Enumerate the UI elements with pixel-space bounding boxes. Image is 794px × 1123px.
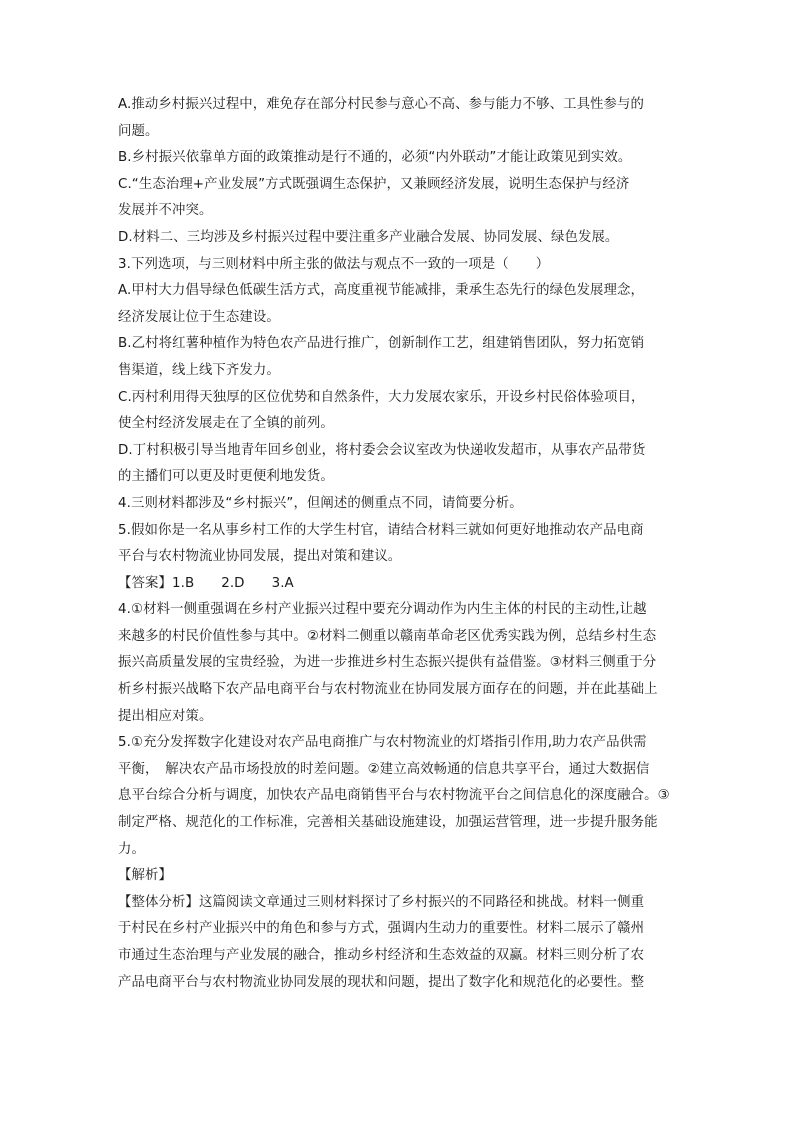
text-line: 售渠道，线上线下齐发力。 bbox=[118, 362, 280, 378]
text-line: C.丙村利用得天独厚的区位优势和自然条件，大力发展农家乐，开设乡村民俗体验项目， bbox=[118, 389, 645, 405]
text-line: 制定严格、规范化的工作标准，完善相关基础设施建设，加强运营管理，进一步提升服务能 bbox=[118, 815, 658, 831]
text-line: 力。 bbox=[118, 841, 145, 857]
text-line: 于村民在乡村产业振兴中的角色和参与方式，强调内生动力的重要性。材料二展示了赣州 bbox=[118, 921, 645, 937]
text-line: C.“生态治理+产业发展”方式既强调生态保护，又兼顾经济发展，说明生态保护与经济 bbox=[118, 176, 630, 192]
text-line: 平台与农村物流业协同发展，提出对策和建议。 bbox=[118, 549, 402, 565]
text-line: 析乡村振兴战略下农产品电商平台与农村物流业在协同发展方面存在的问题，并在此基础上 bbox=[118, 682, 658, 698]
text-line: A.甲村大力倡导绿色低碳生活方式，高度重视节能减排，秉承生态先行的绿色发展理念， bbox=[118, 283, 645, 299]
text-line: 4.①材料一侧重强调在乡村产业振兴过程中要充分调动作为内生主体的村民的主动性,让越 bbox=[118, 602, 647, 618]
text-line: 【整体分析】这篇阅读文章通过三则材料探讨了乡村振兴的不同路径和挑战。材料一侧重 bbox=[118, 894, 645, 910]
text-line: A.推动乡村振兴过程中，难免存在部分村民参与意心不高、参与能力不够、工具性参与的 bbox=[118, 97, 645, 112]
text-line: 来越多的村民价值性参与其中。②材料二侧重以赣南革命老区优秀实践为例，总结乡村生态 bbox=[118, 628, 657, 644]
answer-heading: 【答案】1.B 2.D 3.A bbox=[118, 575, 294, 591]
text-line: 问题。 bbox=[118, 123, 159, 139]
text-line: 平衡， 解决农产品市场投放的时差问题。②建立高效畅通的信息共享平台，通过大数据信 bbox=[118, 761, 650, 777]
text-line: 的主播们可以更及时更便利地发货。 bbox=[118, 469, 334, 485]
text-line: 经济发展让位于生态建设。 bbox=[118, 309, 280, 325]
text-line: D.丁村积极引导当地青年回乡创业，将村委会会议室改为快递收发超市，从事农产品带货 bbox=[118, 442, 646, 458]
question-4: 4.三则材料都涉及“乡村振兴”，但阐述的侧重点不同，请简要分析。 bbox=[118, 495, 523, 511]
text-line: 提出相应对策。 bbox=[118, 708, 213, 724]
text-line: 产品电商平台与农村物流业协同发展的现状和问题，提出了数字化和规范化的必要性。整 bbox=[118, 974, 645, 990]
text-line: 振兴高质量发展的宝贵经验，为进一步推进乡村生态振兴提供有益借鉴。③材料三侧重于分 bbox=[118, 655, 657, 671]
text-line: B.乡村振兴依靠单方面的政策推动是行不通的，必须“内外联动”才能让政策见到实效。 bbox=[118, 150, 632, 166]
text-line: B.乙村将红薯种植作为特色农产品进行推广，创新制作工艺，组建销售团队，努力拓宽销 bbox=[118, 336, 645, 352]
text-line: 5.①充分发挥数字化建设对农产品电商推广与农村物流业的灯塔指引作用,助力农产品供需 bbox=[118, 735, 647, 751]
text-line: 市通过生态治理与产业发展的融合，推动乡村经济和生态效益的双赢。材料三则分析了农 bbox=[118, 948, 645, 963]
text-line: D.材料二、三均涉及乡村振兴过程中要注重多产业融合发展、协同发展、绿色发展。 bbox=[118, 229, 619, 245]
analysis-heading: 【解析】 bbox=[118, 868, 172, 884]
question-5: 5.假如你是一名从事乡村工作的大学生村官，请结合材料三就如何更好地推动农产品电商 bbox=[118, 522, 644, 538]
text-line: 使全村经济发展走在了全镇的前列。 bbox=[118, 416, 334, 432]
text-line: 发展并不冲突。 bbox=[118, 203, 213, 219]
question-3: 3.下列选项，与三则材料中所主张的做法与观点不一致的一项是（ ） bbox=[118, 256, 550, 272]
document-page bbox=[118, 92, 698, 996]
text-line: 息平台综合分析与调度，加快农产品电商销售平台与农村物流平台之间信息化的深度融合。③ bbox=[118, 788, 670, 804]
